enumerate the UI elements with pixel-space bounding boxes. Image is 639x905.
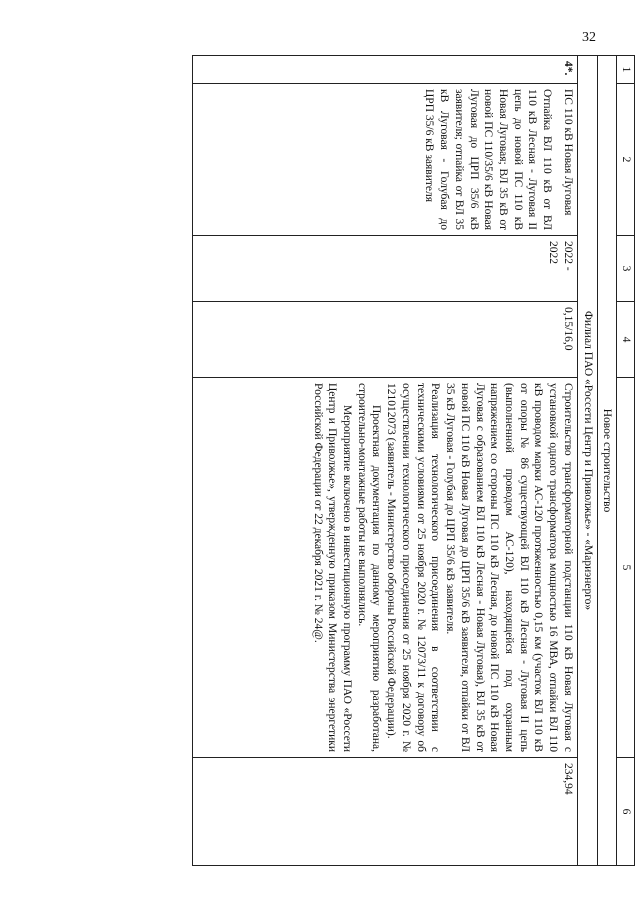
description-program: Мероприятие включено в инвестиционную программу ПАО «Россети Центр и Приволжье», утвержденную приказом Министерства энергетики Российской Федерации от 22 декабря 2021 г. № 24@. [311, 383, 354, 752]
header-col-2: 2 [617, 84, 635, 236]
object-name-primary: ПС 110 кВ Новая Луговая [561, 89, 574, 216]
header-col-1: 1 [617, 56, 635, 84]
row-number-text: 4*. [561, 61, 574, 76]
object-name-secondary: Отпайка ВЛ 110 кВ от ВЛ 110 кВ Лесная - Луговая II цепь до новой ПС 110 кВ Новая Луговая; ВЛ 35 кВ от новой ПС 110/35/6 кВ Новая Луговая до ЦРП 35/6 кВ заявителя; отпайка от ВЛ 35 кВ Луговая - Голубая до ЦРП 35/6 кВ заявителя [423, 89, 554, 230]
object-name-cell [192, 84, 577, 236]
parameters-cell: 0,15/16,0 [192, 302, 577, 378]
page-number: 32 [582, 30, 596, 45]
subsection-title: Филиал ПАО «Россети Центр и Приволжье» - «Мариэнерго» [577, 56, 597, 866]
section-title: Новое строительство [597, 56, 617, 866]
rotated-table-container [105, 55, 635, 865]
investment-table [192, 55, 635, 866]
header-col-6: 6 [617, 758, 635, 866]
header-col-4: 4 [617, 302, 635, 378]
period-cell: 2022 - 2022 [192, 236, 577, 302]
section-row [597, 56, 617, 866]
subsection-row [577, 56, 597, 866]
row-number [192, 56, 577, 84]
header-col-5: 5 [617, 378, 635, 758]
description-connection: Реализация технологического присоединения в соответствии с техническими условиями от 25 ноября 2020 г. № 12073/11 к договору об осуществлении технологического присоединения от 25 ноября 2020 г. № 121012073 (заявитель - Министерство обороны Российской Федерации). [385, 383, 442, 752]
description-design-status: Проектная документация по данному мероприятию разработана, строительно-монтажные работы не выполнялись. [355, 383, 383, 752]
table-row [192, 56, 577, 866]
header-numbers-row [617, 56, 635, 866]
description-construction: Строительство трансформаторной подстанции 110 кВ Новая Луговая с установкой одного трансформатора мощностью 16 МВА, отпайки ВЛ 110 кВ проводом марки АС-120 протяженностью 0,15 км (участок ВЛ 110 кВ от опоры № 86 существующей ВЛ 110 кВ Лесная - Луговая II цепь (выполненной проводом АС-120), находящейся под охранным напряжением со стороны ПС 110 кВ Лесная, до новой ПС 110 кВ Новая Луговая с образованием ВЛ 110 кВ Лесная - Новая Луговая), ВЛ 35 кВ от новой ПС 110 кВ Новая Луговая до ЦРП 35/6 кВ заявителя, отпайки от ВЛ 35 кВ Луговая - Голубая до ЦРП 35/6 кВ заявителя. [444, 383, 574, 752]
description-cell [192, 378, 577, 758]
header-col-3: 3 [617, 236, 635, 302]
cost-cell: 234,94 [192, 758, 577, 866]
